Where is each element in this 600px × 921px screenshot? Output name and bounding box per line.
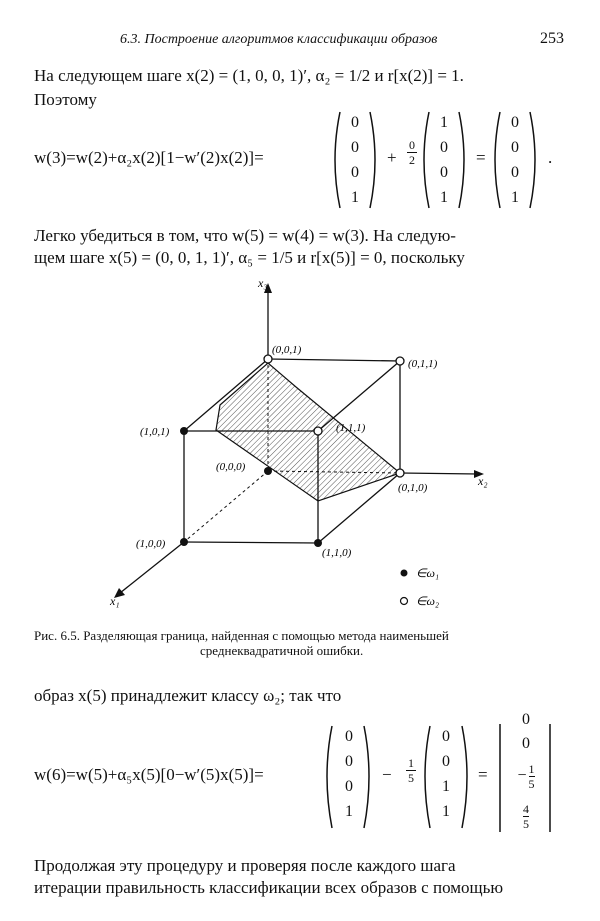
vertex-000-filled: [264, 467, 272, 475]
eq1-period: .: [548, 148, 553, 167]
legend-class2-label: ∈ω₂: [416, 594, 440, 608]
vertex-010-open: [396, 469, 404, 477]
eq2-minus: −: [382, 765, 392, 784]
legend-class1-marker: [401, 570, 408, 577]
eq1-lhs: w(3)=w(2)+α₂x(2)[1−w′(2)x(2)]=: [34, 148, 264, 167]
label-101: (1,0,1): [140, 426, 170, 438]
axis-x1-label: x₁: [110, 594, 120, 608]
label-010: (0,1,0): [398, 482, 428, 494]
page-number: 253: [540, 30, 564, 47]
vertex-110-filled: [314, 539, 322, 547]
eq2-lhs: w(6)=w(5)+α₅x(5)[0−w′(5)x(5)]=: [34, 765, 264, 784]
eq1-plus: +: [387, 148, 397, 167]
eq1-equals: =: [476, 148, 486, 167]
para4-line1: Продолжая эту процедуру и проверяя после каждого шага: [34, 856, 456, 875]
para1-line1: На следующем шаге x(2) = (1, 0, 0, 1)′, α₂ = 1/2 и r[x(2)] = 1.: [34, 66, 464, 85]
eq1-vector-2: 1 0 0 1: [440, 114, 448, 206]
label-011: (0,1,1): [408, 358, 438, 370]
label-110: (1,1,0): [322, 547, 352, 559]
axis-x2-label: x₂: [478, 474, 488, 488]
eq2-vector-2: 0 0 1 1: [442, 728, 450, 820]
label-001: (0,0,1): [272, 344, 302, 356]
para3-line1: образ x(5) принадлежит классу ω₂; так что: [34, 686, 342, 705]
legend-class1-label: ∈ω₁: [416, 566, 440, 580]
para1-line2: Поэтому: [34, 90, 97, 109]
legend-class2-marker: [401, 598, 408, 605]
figure-caption-line2: среднеквадратичной ошибки.: [200, 643, 364, 658]
vertex-001-open: [264, 355, 272, 363]
para4-line2: итерации правильность классификации всех образов с помощью: [34, 878, 504, 897]
eq2-equals: =: [478, 765, 488, 784]
label-111: (1,1,1): [336, 422, 366, 434]
vertex-011-open: [396, 357, 404, 365]
running-header: 6.3. Построение алгоритмов классификации образов: [120, 32, 438, 47]
figure-cube: [100, 275, 500, 615]
axis-x3-label: x₃: [258, 276, 268, 290]
vertex-111-open: [314, 427, 322, 435]
eq1-vector-1: 0 0 0 1: [351, 114, 359, 206]
eq1-vector-3: 0 0 0 1: [511, 114, 519, 206]
eq2-vector-1: 0 0 0 1: [345, 728, 353, 820]
eq2-fraction: 1 5: [408, 756, 414, 785]
label-000: (0,0,0): [216, 461, 246, 473]
figure-caption-line1: Рис. 6.5. Разделяющая граница, найденная с помощью метода наименьшей: [34, 628, 449, 643]
vertex-101-filled: [180, 427, 188, 435]
label-100: (1,0,0): [136, 538, 166, 550]
decision-plane: [216, 363, 400, 501]
para2-line2: щем шаге x(5) = (0, 0, 1, 1)′, α₅ = 1/5 и r[x(5)] = 0, поскольку: [34, 248, 465, 267]
eq2-result-column: 0 0 − $\frac{1}{5}$ 4 5: [517, 711, 535, 831]
eq1-fraction: 0 2: [409, 138, 415, 167]
vertex-100-filled: [180, 538, 188, 546]
para2-line1: Легко убедиться в том, что w(5) = w(4) = w(3). На следую-: [34, 226, 456, 245]
